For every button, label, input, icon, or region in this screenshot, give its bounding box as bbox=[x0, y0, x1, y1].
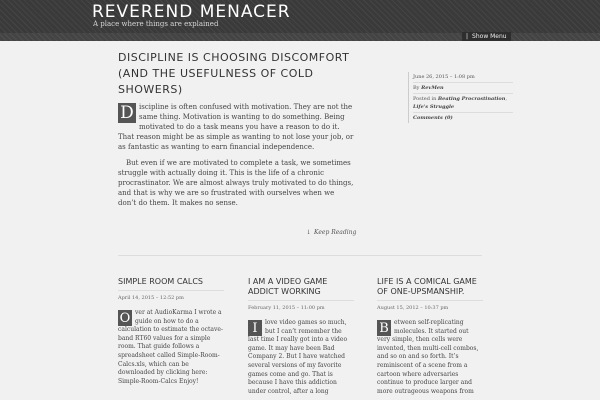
post-categories: Posted in Beating Procrastination, Life's Struggle bbox=[413, 94, 513, 113]
recent-post-title[interactable]: SIMPLE ROOM CALCS bbox=[118, 277, 203, 286]
arrow-down-icon: ↓ bbox=[306, 229, 312, 236]
recent-post-3 bbox=[377, 277, 483, 396]
category-link-2[interactable]: Life's Struggle bbox=[413, 104, 455, 110]
site-tagline: A place where things are explained bbox=[93, 20, 219, 28]
section-divider bbox=[118, 255, 482, 256]
recent-post-date: April 14, 2015 – 12:52 pm bbox=[118, 290, 224, 302]
category-link-1[interactable]: Beating Procrastination bbox=[437, 96, 506, 102]
recent-post-date: February 11, 2015 – 11:00 pm bbox=[248, 300, 354, 312]
menu-icon: | bbox=[466, 33, 469, 40]
post-body bbox=[118, 102, 354, 214]
show-menu-button[interactable] bbox=[462, 32, 511, 41]
recent-post-2 bbox=[248, 277, 354, 396]
keep-reading-link[interactable]: ↓ Keep Reading bbox=[306, 229, 357, 236]
recent-post-date: August 15, 2012 – 10:37 pm bbox=[377, 300, 483, 312]
comments-link[interactable]: Comments (0) bbox=[413, 115, 453, 121]
recent-post-excerpt: B etween self-replicating molecules. It started out very simple, then cells were invented, then multi-cell combos, and so on and so forth. It’s reminiscent of a scene from a cartoon where adversaries continue to produce larger and more outrageous weapons from bbox=[377, 319, 479, 395]
show-menu-label: Show Menu bbox=[472, 33, 507, 40]
post-title[interactable]: DISCIPLINE IS CHOOSING DISCOMFORT (AND THE USEFULNESS OF COLD SHOWERS) bbox=[118, 51, 350, 96]
dropcap: I bbox=[248, 320, 262, 336]
post-paragraph-2: But even if we are motivated to complete a task, we sometimes struggle with actually doing it. This is the life of a chronic procrastinator. We are almost always truly motivated to do things, and that is why we are so frustrated with ourselves when we don’t do them. It makes no sense. bbox=[118, 159, 354, 207]
post-paragraph-1: D iscipline is often confused with motivation. They are not the same thing. Motivation is wanting to do something. Being motivated to do a task means you have a reason to do it. That reason might be as simple as wanting to not lose your job, or as fantastic as wanting to earn financial independence. bbox=[118, 103, 354, 151]
post-date: June 26, 2015 – 1:08 pm bbox=[413, 72, 513, 83]
dropcap: B bbox=[377, 320, 391, 336]
post-meta bbox=[408, 72, 513, 123]
site-header bbox=[0, 0, 600, 33]
dropcap: O bbox=[119, 311, 131, 326]
site-title[interactable]: REVEREND MENACER bbox=[92, 2, 291, 22]
recent-post-1 bbox=[118, 277, 224, 386]
recent-post-excerpt: O ver at AudioKarma I wrote a guide on how to do a calculation to estimate the octave-band RT60 values for a simple room. That guide follows a spreadsheet called Simple-Room-Calcs.xls, which can be downloaded by clicking here: Simple-Room-Calcs Enjoy! bbox=[118, 309, 223, 385]
recent-post-excerpt: I love video games so much, but I can’t remember the last time I really got into a video game. It may have been Bad Company 2. But I have watched several versions of my favorite games come and go. That is because I have this addiction under control, after a long bbox=[248, 319, 348, 395]
recent-post-title[interactable]: LIFE IS A COMICAL GAME OF ONE-UPSMANSHIP. bbox=[377, 277, 477, 296]
author-link[interactable]: RevMen bbox=[421, 85, 444, 91]
dropcap: D bbox=[118, 103, 136, 123]
post-author: By RevMen bbox=[413, 83, 513, 94]
recent-post-title[interactable]: I AM A VIDEO GAME ADDICT WORKING bbox=[248, 277, 328, 296]
